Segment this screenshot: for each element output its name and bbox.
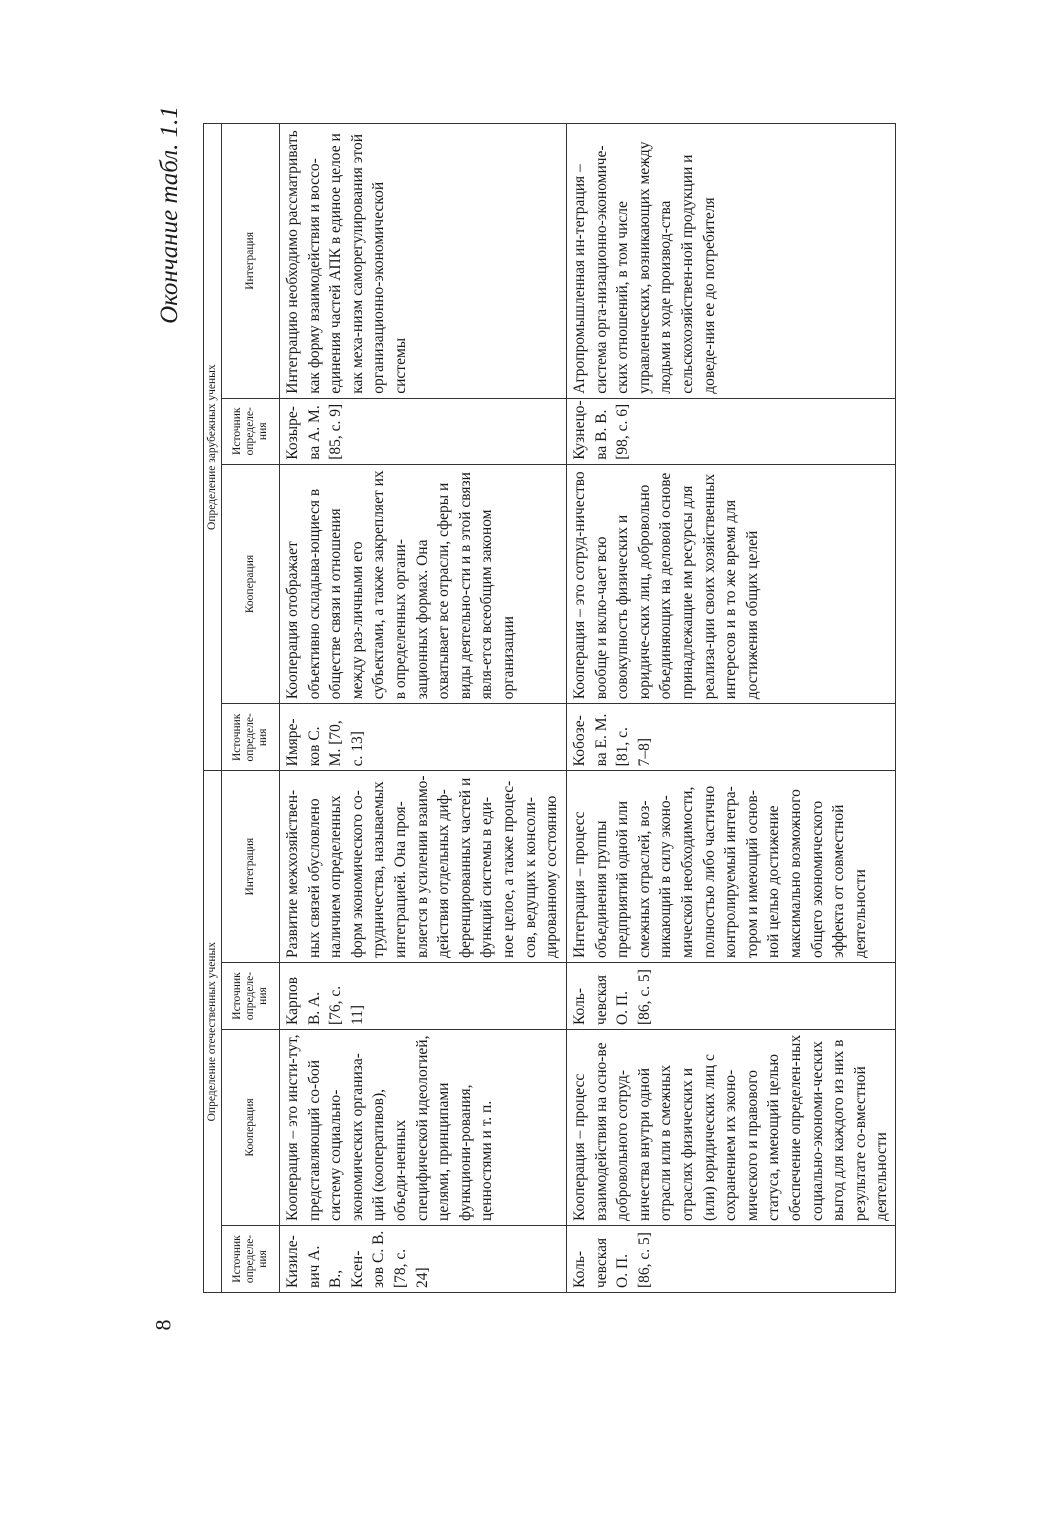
integration-cell: Интеграцию необходимо рассматривать как форму взаимодействия и воссо-единения частей АПК в единое целое и как меха-низм саморегулирования этой организационно-экономической системы xyxy=(280,124,567,399)
table-row xyxy=(280,124,567,1293)
integration-cell: Интеграция – процесс объединения группы предприятий одной или смежных отраслей, воз-никающий в силу эконо-мической необходимости, полностью либо частично контролируемый интегра-тором и имеющий основ-ной целью достижение максимально возможного общего экономического эффекта от совместной деятельности xyxy=(567,771,896,963)
page-number: 8 xyxy=(150,1319,176,1331)
group-header-foreign: Определение зарубежных ученых xyxy=(204,124,222,771)
col-header-cooperation: Кооперация xyxy=(222,464,280,704)
col-header-integration: Интеграция xyxy=(222,771,280,963)
cooperation-cell: Кооперация – процесс взаимодействия на осно-ве добровольного сотруд-ничества внутри одной отрасли или в смежных отраслях физических и (или) юридических лиц с сохранением их эконо-мического и правового статуса, имеющий целью обеспечение определен-ных социально-экономи-ческих выгод для каждого из них в результате со-вместной деятельности xyxy=(567,1030,896,1226)
col-header-cooperation: Кооперация xyxy=(222,1030,280,1226)
source-cell: Коль-чевская О. П. [86, с. 5] xyxy=(567,962,896,1029)
col-header-source: Источник определе-ния xyxy=(222,704,280,771)
source-cell: Коль-чевская О. П. [86, с. 5] xyxy=(567,1225,896,1292)
col-header-source: Источник определе-ния xyxy=(222,1225,280,1292)
source-cell: Имяре-ков С. М. [70, с. 13] xyxy=(280,704,567,771)
source-cell: Кобозе-ва Е. М. [81, с. 7–8] xyxy=(567,704,896,771)
integration-cell: Агропромышленная ин-теграция – система орга-низационно-экономиче-ских отношений, в том числе управленческих, возникающих между людьми в ходе производ-ства сельскохозяйствен-ной продукции и доведе-ния ее до потребителя xyxy=(567,124,896,399)
source-cell: Карпов В. А. [76, с. 11] xyxy=(280,962,567,1029)
col-header-source: Источник определе-ния xyxy=(222,398,280,464)
cooperation-cell: Кооперация – это сотруд-ничество вообще и вклю-чает всю совокупность физических и юридиче-ских лиц, добровольно объединяющих на деловой основе принадлежащие им ресурсы для реализа-ции своих хозяйственных интересов и в то же время для достижения общих целей xyxy=(567,464,896,704)
table-row xyxy=(567,124,896,1293)
source-cell: Кизиле-вич А. В., Ксен-зов С. В. [78, с. 24] xyxy=(280,1225,567,1292)
integration-cell: Развитие межхозяйствен-ных связей обусловлено наличием определенных форм экономического со-трудничества, называемых интеграцией. Она проя-вляется в усилении взаимо-действия отдельных диф-ференцированных частей и функций системы в еди-ное целое, а также процес-сов, ведущих к консоли-дированному состоянию xyxy=(280,771,567,963)
definitions-table xyxy=(203,123,896,1293)
cooperation-cell: Кооперация – это инсти-тут, представляющий со-бой систему социально-экономических организа-ций (кооперативов), объеди-ненных специфической идеологией, целями, принципами функциони-рования, ценностями и т. п. xyxy=(280,1030,567,1226)
cooperation-cell: Кооперация отображает объективно складыва-ющиеся в обществе связи и отношения между раз-личными его субъектами, а также закрепляет их в определенных органи-зационных формах. Она охватывает все отрасли, сферы и виды деятельно-сти и в этой связи явля-ется всеобщим законом организации xyxy=(280,464,567,704)
col-header-source: Источник определе-ния xyxy=(222,962,280,1029)
table-container xyxy=(203,123,891,1293)
col-header-integration: Интеграция xyxy=(222,124,280,399)
group-header-domestic: Определение отечественных ученых xyxy=(204,771,222,1293)
source-cell: Козыре-ва А. М. [85, с. 9] xyxy=(280,398,567,464)
source-cell: Кузнецо-ва В. В. [98, с. 6] xyxy=(567,398,896,464)
